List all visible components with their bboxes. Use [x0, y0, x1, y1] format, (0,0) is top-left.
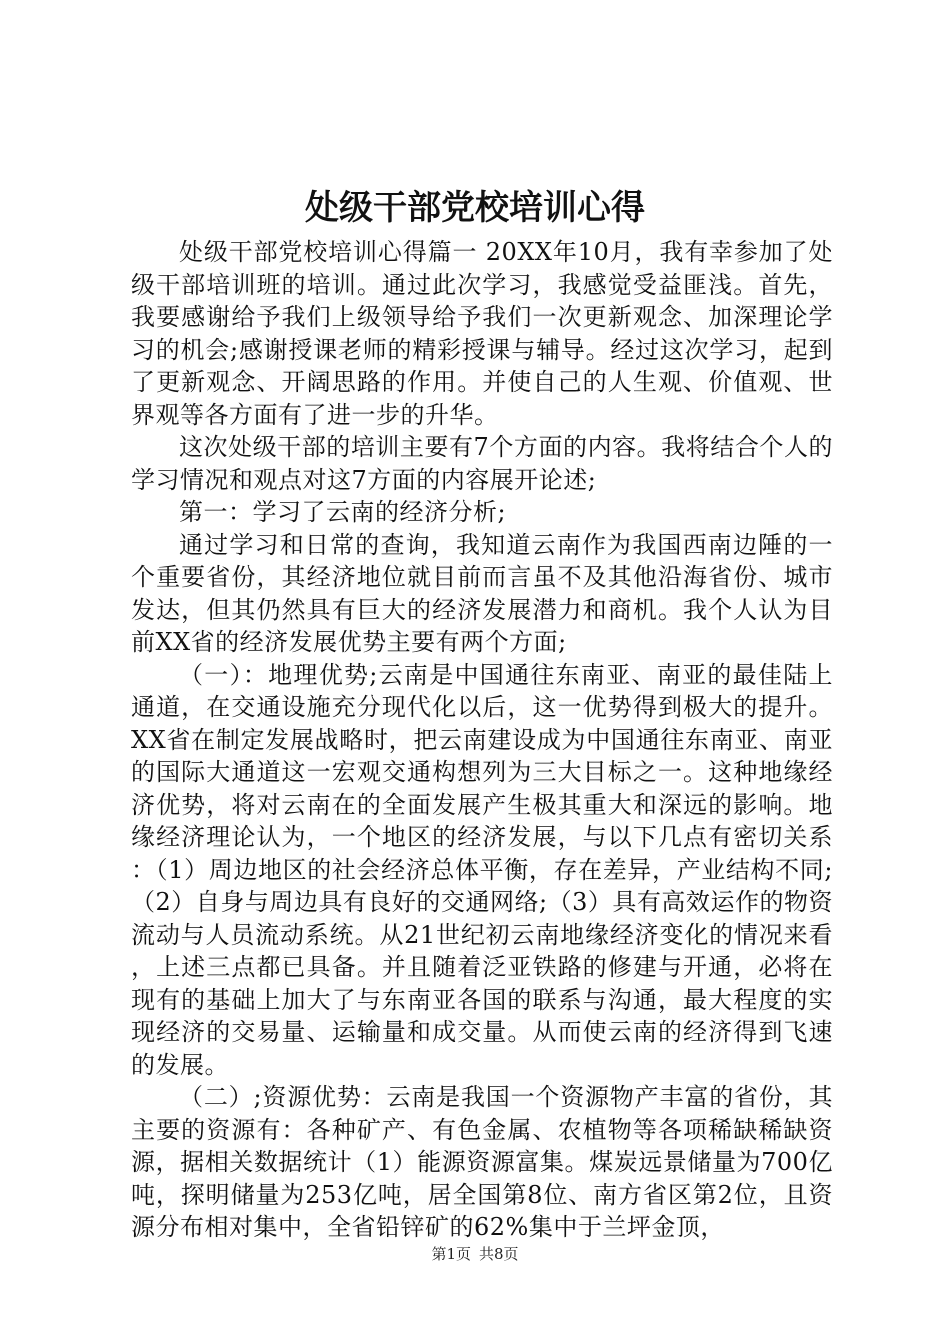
- page-number: 第1页: [431, 1245, 471, 1263]
- paragraph-economic-analysis: 通过学习和日常的查询，我知道云南作为我国西南边陲的一个重要省份，其经济地位就目前而言虽不及其他沿海省份、城市发达，但其仍然具有巨大的经济发展潜力和商机。我个人认为目前XX省的经济发展优势主要有两个方面;: [131, 530, 833, 656]
- paragraph-section-one-heading: 第一：学习了云南的经济分析;: [179, 498, 507, 526]
- paragraph-overview: 这次处级干部的培训主要有7个方面的内容。我将结合个人的学习情况和观点对这7方面的内容展开论述;: [131, 433, 833, 494]
- page-total: 共8页: [479, 1245, 519, 1263]
- paragraph-geographic-advantage: （一）：地理优势;云南是中国通往东南亚、南亚的最佳陆上通道，在交通设施充分现代化以后，这一优势得到极大的提升。XX省在制定发展战略时，把云南建设成为中国通往东南亚、南亚的国际大通道这一宏观交通构想列为三大目标之一。这种地缘经济优势，将对云南在的全面发展产生极其重大和深远的影响。地缘经济理论认为，一个地区的经济发展，与以下几点有密切关系：（1）周边地区的社会经济总体平衡，存在差异，产业结构不同;（2）自身与周边具有良好的交通网络;（3）具有高效运作的物资流动与人员流动系统。从21世纪初云南地缘经济变化的情况来看，上述三点都已具备。并且随着泛亚铁路的修建与开通，必将在现有的基础上加大了与东南亚各国的联系与沟通，最大程度的实现经济的交易量、运输量和成交量。从而使云南的经济得到飞速的发展。: [131, 660, 833, 1079]
- document-body: [131, 236, 833, 1244]
- paragraph-resource-advantage: （二）;资源优势：云南是我国一个资源物产丰富的省份，其主要的资源有：各种矿产、有色金属、农植物等各项稀缺稀缺资源，据相关数据统计（1）能源资源富集。煤炭远景储量为700亿吨，探明储量为253亿吨，居全国第8位、南方省区第2位，且资源分布相对集中，全省铅锌矿的62%集中于兰坪金顶，: [131, 1083, 833, 1241]
- paragraph-intro: 处级干部党校培训心得篇一 20XX年10月，我有幸参加了处级干部培训班的培训。通过此次学习，我感觉受益匪浅。首先，我要感谢给予我们上级领导给予我们一次更新观念、加深理论学习的机会;感谢授课老师的精彩授课与辅导。经过这次学习，起到了更新观念、开阔思路的作用。并使自己的人生观、价值观、世界观等各方面有了进一步的升华。: [131, 238, 833, 429]
- document-title: 处级干部党校培训心得: [305, 188, 645, 228]
- page-footer: [0, 1244, 950, 1264]
